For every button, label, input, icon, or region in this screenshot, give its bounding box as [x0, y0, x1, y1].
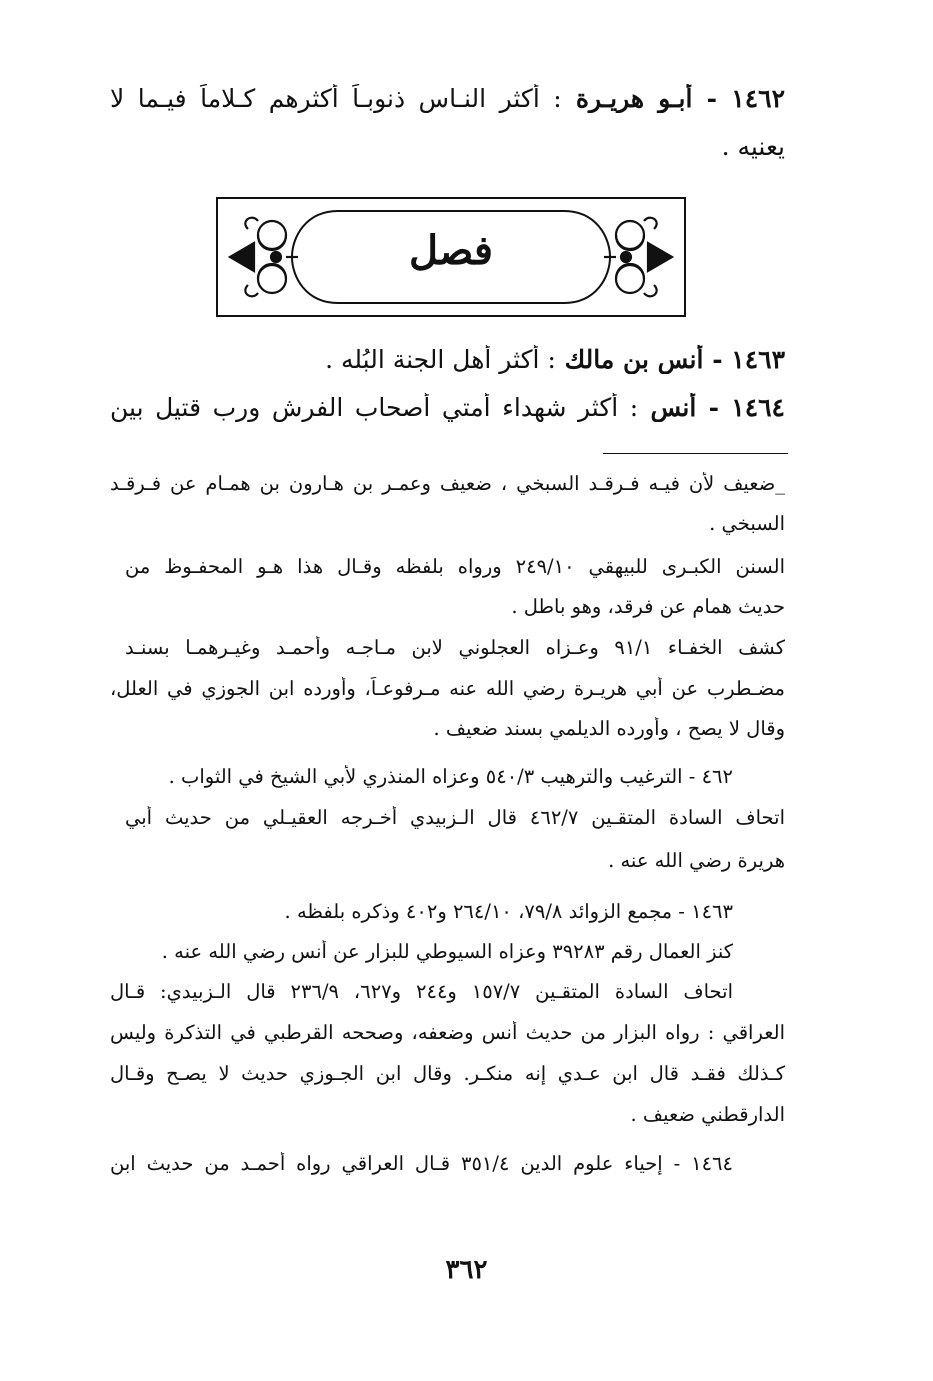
footnote-line: اتحاف السادة المتقـين ١٥٧/٧ و٢٤٤ و٦٢٧، ٢٣٦/٩ قال الـزبيدي: قـال — [110, 980, 733, 1003]
page-number: ٣٦٢ — [445, 1255, 488, 1285]
footnote-line: ١٤٦٤ - إحياء علوم الدين ٣٥١/٤ قـال العراقي رواه أحمـد من حديث ابن — [110, 1152, 733, 1175]
footnote-line: السبخي . — [709, 512, 785, 535]
narrator-name: أنس بن مالك — [564, 345, 704, 374]
entry-1462-line-2 — [110, 132, 785, 161]
entry-number: ١٤٦٤ - — [708, 393, 785, 422]
entry-1464 — [110, 393, 785, 422]
footnote-line: العراقي : رواه البزار من حديث أنس وضعفه، وصححه القرطبي في التذكرة وليس — [110, 1021, 785, 1044]
footnote-line: كـذلك فقـد قال ابن عـدي إنه منكـر. وقال ابن الجـوزي حديث لا يصـح وقـال — [110, 1062, 785, 1085]
narrator-name: أنس — [650, 393, 697, 422]
entry-1463 — [110, 345, 785, 374]
entry-number: ١٤٦٣ - — [712, 345, 785, 374]
section-heading: فصل — [408, 227, 494, 274]
footnote-line: كنز العمال رقم ٣٩٢٨٣ وعزاه السيوطي للبزار عن أنس رضي الله عنه . — [161, 940, 733, 963]
footnote-line: وقال لا يصح ، وأورده الديلمي بسند ضعيف . — [433, 717, 785, 740]
footnote-line: مضـطرب عن أبي هريـرة رضي الله عنه مـرفوعـاً، وأورده ابن الجوزي في العلل، — [110, 677, 785, 700]
entry-text: : أكثر النـاس ذنوبـاً أكثرهم كـلاماً فيـما لا — [110, 84, 562, 113]
entry-text: : أكثر شهداء أُمتي أصحاب الفرش ورب قتيل بين — [110, 393, 639, 422]
footnote-line: السنن الكبـرى للبيهقي ٢٤٩/١٠ ورواه بلفظه وقـال هذا هـو المحفـوظ من — [125, 555, 785, 578]
section-heading-frame — [216, 197, 686, 317]
narrator-name: أبـو هريـرة — [575, 84, 693, 113]
footnote-line: الدارقطني ضعيف . — [630, 1103, 785, 1126]
footnote-line: _ضعيف لأن فيـه فـرقـد السبخي ، ضعيف وعمـر بن هـارون بن همـام عن فـرقـد — [110, 472, 785, 495]
footnote-line: ٤٦٢ - الترغيب والترهيب ٥٤٠/٣ وعزاه المنذري لأبي الشيخ في الثواب . — [168, 765, 733, 788]
entry-text: يعنيه . — [721, 132, 785, 161]
footnote-divider — [603, 453, 788, 454]
entry-1462-line-1 — [110, 84, 785, 113]
footnote-line: حديث همام عن فرقد، وهو باطل . — [511, 595, 785, 618]
entry-number: ١٤٦٢ - — [706, 84, 785, 113]
footnote-line: ١٤٦٣ - مجمع الزوائد ٧٩/٨، ٢٦٤/١٠ و٤٠٢ وذكره بلفظه . — [284, 900, 733, 923]
entry-text: : أكثر أهل الجنة البُله . — [325, 345, 556, 374]
footnote-line: اتحاف السادة المتقـين ٤٦٢/٧ قال الـزبيدي أخـرجه العقيـلي من حديث أبي — [125, 806, 785, 829]
footnote-line: هريرة رضي الله عنه . — [608, 849, 785, 872]
footnote-line: كشف الخفـاء ٩١/١ وعـزاه العجلوني لابن مـاجـه وأحمـد وغيـرهمـا بسنـد — [125, 636, 785, 659]
